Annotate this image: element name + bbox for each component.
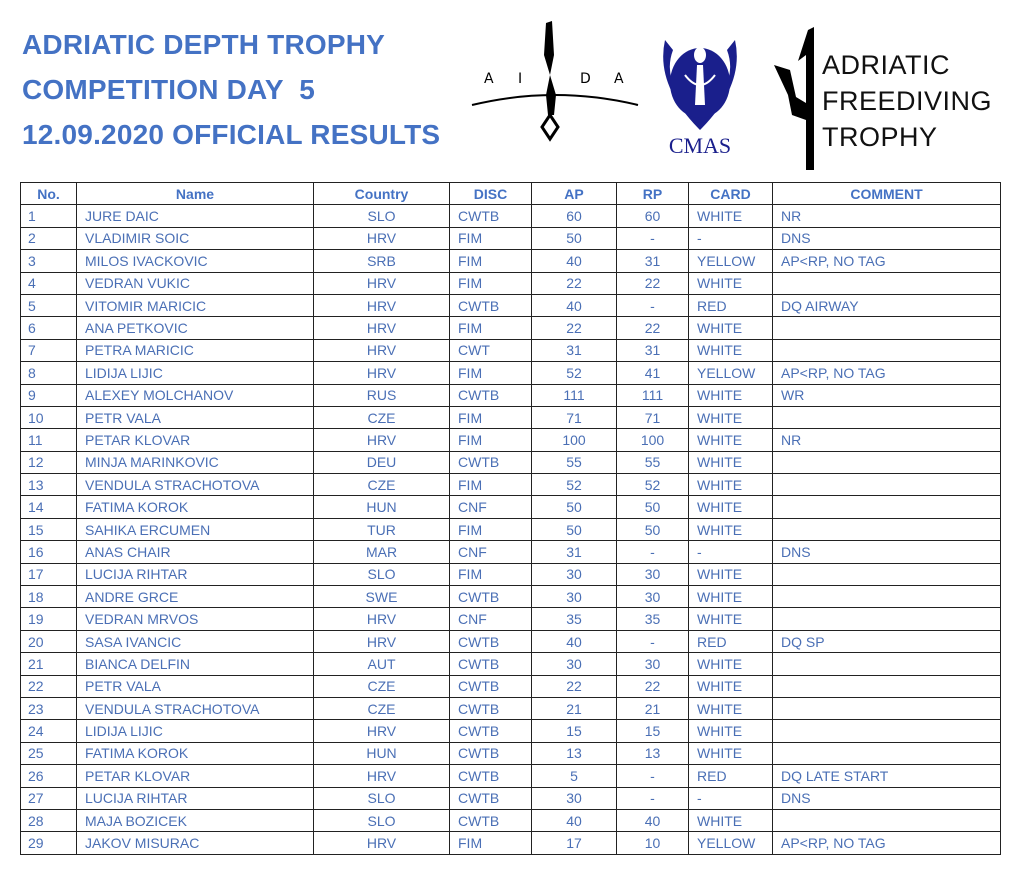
cell-card: WHITE [689,697,773,719]
cell-card: WHITE [689,317,773,339]
cell-disc: CWTB [450,697,532,719]
cell-no: 14 [21,496,77,518]
table-row [21,227,1001,249]
aft-line-freediving: FREEDIVING [822,86,993,116]
cell-rp: 52 [617,474,689,496]
cell-country: HUN [314,742,450,764]
cell-ap: 22 [532,675,617,697]
cell-card: WHITE [689,406,773,428]
cell-comment: DNS [773,541,1001,563]
cell-no: 29 [21,832,77,854]
cell-disc: CWTB [450,384,532,406]
cell-rp: 30 [617,563,689,585]
cell-name: VENDULA STRACHOTOVA [77,697,314,719]
cell-rp: 35 [617,608,689,630]
table-row [21,653,1001,675]
table-row [21,675,1001,697]
cell-ap: 52 [532,362,617,384]
cell-ap: 40 [532,250,617,272]
cell-comment [773,809,1001,831]
cell-rp: 50 [617,518,689,540]
cell-ap: 30 [532,563,617,585]
cell-country: HRV [314,765,450,787]
aft-line-adriatic: ADRIATIC [822,50,951,80]
cell-disc: FIM [450,832,532,854]
cell-country: SLO [314,787,450,809]
cell-ap: 55 [532,451,617,473]
table-row [21,339,1001,361]
title-line-date: 12.09.2020 OFFICIAL RESULTS [22,119,441,150]
cell-name: VLADIMIR SOIC [77,227,314,249]
cell-no: 27 [21,787,77,809]
cell-country: AUT [314,653,450,675]
cell-name: PETAR KLOVAR [77,765,314,787]
cell-name: ALEXEY MOLCHANOV [77,384,314,406]
table-row [21,429,1001,451]
cell-ap: 17 [532,832,617,854]
cell-disc: CNF [450,541,532,563]
cell-no: 8 [21,362,77,384]
cell-country: CZE [314,697,450,719]
cell-card: WHITE [689,563,773,585]
cell-rp: - [617,294,689,316]
cell-card: - [689,227,773,249]
table-row [21,384,1001,406]
cell-card: WHITE [689,451,773,473]
cell-name: VEDRAN MRVOS [77,608,314,630]
cell-ap: 71 [532,406,617,428]
adriatic-freediving-trophy-logo [770,25,1024,170]
cell-country: SWE [314,586,450,608]
cell-disc: CWTB [450,451,532,473]
cell-comment [773,563,1001,585]
cell-country: SLO [314,809,450,831]
cell-name: ANDRE GRCE [77,586,314,608]
cell-card: WHITE [689,429,773,451]
cell-ap: 100 [532,429,617,451]
cell-no: 3 [21,250,77,272]
cell-country: CZE [314,474,450,496]
cell-ap: 60 [532,205,617,227]
cell-name: MILOS IVACKOVIC [77,250,314,272]
cell-comment [773,272,1001,294]
table-row [21,205,1001,227]
cell-disc: FIM [450,563,532,585]
cell-ap: 22 [532,317,617,339]
cell-comment [773,406,1001,428]
cell-disc: FIM [450,406,532,428]
aida-letter-i: I [518,71,523,87]
cell-rp: 22 [617,317,689,339]
cell-comment [773,586,1001,608]
table-row [21,586,1001,608]
cell-comment: DQ AIRWAY [773,294,1001,316]
cell-rp: - [617,227,689,249]
cell-comment [773,653,1001,675]
cell-comment [773,675,1001,697]
cell-disc: CWTB [450,765,532,787]
cell-disc: CWTB [450,653,532,675]
cell-comment [773,742,1001,764]
cell-disc: CWTB [450,205,532,227]
cell-comment [773,317,1001,339]
cell-comment: DQ LATE START [773,765,1001,787]
cell-comment: DNS [773,787,1001,809]
cell-ap: 22 [532,272,617,294]
cell-rp: 22 [617,675,689,697]
cell-name: JAKOV MISURAC [77,832,314,854]
table-row [21,832,1001,854]
cell-comment [773,451,1001,473]
cell-name: MAJA BOZICEK [77,809,314,831]
cell-no: 19 [21,608,77,630]
cell-disc: CWTB [450,675,532,697]
cell-name: JURE DAIC [77,205,314,227]
cell-country: HRV [314,630,450,652]
cell-disc: CWTB [450,294,532,316]
table-row [21,787,1001,809]
cell-rp: 100 [617,429,689,451]
cell-comment: DQ SP [773,630,1001,652]
cell-no: 10 [21,406,77,428]
cell-rp: 21 [617,697,689,719]
aft-line-trophy: TROPHY [822,122,938,152]
cell-card: WHITE [689,205,773,227]
cell-rp: 15 [617,720,689,742]
cell-rp: 50 [617,496,689,518]
cell-no: 9 [21,384,77,406]
cell-no: 22 [21,675,77,697]
cell-card: WHITE [689,496,773,518]
table-row [21,406,1001,428]
cell-name: PETR VALA [77,406,314,428]
cell-disc: CWTB [450,586,532,608]
cell-comment: AP<RP, NO TAG [773,832,1001,854]
trident-logo-icon [770,25,820,170]
cell-no: 18 [21,586,77,608]
cell-no: 20 [21,630,77,652]
cell-ap: 40 [532,630,617,652]
cell-comment [773,496,1001,518]
cell-disc: FIM [450,227,532,249]
cell-card: WHITE [689,339,773,361]
cell-country: RUS [314,384,450,406]
cell-name: FATIMA KOROK [77,496,314,518]
cell-country: SLO [314,205,450,227]
cell-comment: DNS [773,227,1001,249]
page-title [22,22,440,157]
cell-comment: AP<RP, NO TAG [773,250,1001,272]
cell-disc: CNF [450,608,532,630]
table-header-row [21,183,1001,205]
cell-rp: 41 [617,362,689,384]
table-row [21,630,1001,652]
cell-name: VEDRAN VUKIC [77,272,314,294]
cell-rp: 30 [617,586,689,608]
cell-no: 7 [21,339,77,361]
sponsor-logos [470,10,1024,160]
cell-disc: CWTB [450,787,532,809]
results-table [20,182,1001,855]
table-row [21,272,1001,294]
cell-no: 15 [21,518,77,540]
cell-no: 21 [21,653,77,675]
header-card: CARD [689,183,773,205]
cell-ap: 21 [532,697,617,719]
cell-no: 2 [21,227,77,249]
aida-letter-a2: A [614,71,624,87]
cell-country: HRV [314,608,450,630]
cell-ap: 30 [532,653,617,675]
cell-comment: NR [773,205,1001,227]
cell-disc: CWTB [450,720,532,742]
table-row [21,765,1001,787]
table-row [21,809,1001,831]
cell-card: WHITE [689,518,773,540]
cell-rp: 13 [617,742,689,764]
cell-country: HRV [314,294,450,316]
cell-country: HRV [314,429,450,451]
cell-no: 24 [21,720,77,742]
cell-ap: 30 [532,586,617,608]
table-row [21,474,1001,496]
cell-no: 11 [21,429,77,451]
cell-no: 5 [21,294,77,316]
cell-comment [773,518,1001,540]
cell-no: 12 [21,451,77,473]
cell-name: PETRA MARICIC [77,339,314,361]
table-row [21,541,1001,563]
cell-ap: 31 [532,339,617,361]
table-row [21,563,1001,585]
cell-ap: 35 [532,608,617,630]
cell-name: PETR VALA [77,675,314,697]
cell-name: ANAS CHAIR [77,541,314,563]
cell-comment: WR [773,384,1001,406]
cell-no: 25 [21,742,77,764]
cell-country: HRV [314,832,450,854]
cell-name: LIDIJA LIJIC [77,720,314,742]
cell-name: SASA IVANCIC [77,630,314,652]
cell-card: WHITE [689,742,773,764]
header-disc: DISC [450,183,532,205]
table-row [21,742,1001,764]
cell-name: LIDIJA LIJIC [77,362,314,384]
title-line-day: COMPETITION DAY 5 [22,74,315,105]
cell-country: HRV [314,227,450,249]
table-row [21,496,1001,518]
table-row [21,697,1001,719]
cell-rp: - [617,765,689,787]
cell-ap: 13 [532,742,617,764]
cell-card: RED [689,765,773,787]
cell-rp: - [617,541,689,563]
cell-rp: 31 [617,339,689,361]
cell-ap: 15 [532,720,617,742]
cell-country: SRB [314,250,450,272]
cell-country: MAR [314,541,450,563]
table-row [21,608,1001,630]
cell-card: YELLOW [689,250,773,272]
cell-no: 4 [21,272,77,294]
cell-rp: 111 [617,384,689,406]
cell-disc: CWTB [450,809,532,831]
header-name: Name [77,183,314,205]
cell-rp: 31 [617,250,689,272]
cell-disc: CWTB [450,630,532,652]
cell-name: LUCIJA RIHTAR [77,787,314,809]
cell-country: HRV [314,362,450,384]
cell-disc: FIM [450,272,532,294]
table-row [21,294,1001,316]
cell-card: WHITE [689,608,773,630]
cell-ap: 50 [532,227,617,249]
cell-country: DEU [314,451,450,473]
cmas-mermaid-logo-icon [655,25,745,160]
cell-disc: FIM [450,518,532,540]
cell-name: FATIMA KOROK [77,742,314,764]
cell-card: WHITE [689,384,773,406]
cell-ap: 40 [532,809,617,831]
cell-no: 23 [21,697,77,719]
cell-no: 28 [21,809,77,831]
table-row [21,250,1001,272]
cell-comment: NR [773,429,1001,451]
cell-card: RED [689,630,773,652]
cell-comment [773,474,1001,496]
aida-letter-a1: A [484,71,494,87]
table-row [21,518,1001,540]
cell-comment [773,697,1001,719]
cell-ap: 52 [532,474,617,496]
cell-name: SAHIKA ERCUMEN [77,518,314,540]
cell-disc: CWT [450,339,532,361]
cell-name: ANA PETKOVIC [77,317,314,339]
cell-no: 17 [21,563,77,585]
cell-rp: - [617,630,689,652]
cell-card: - [689,541,773,563]
cell-country: CZE [314,406,450,428]
cell-name: VITOMIR MARICIC [77,294,314,316]
cell-rp: 22 [617,272,689,294]
cell-no: 13 [21,474,77,496]
table-row [21,720,1001,742]
cell-card: WHITE [689,720,773,742]
cell-country: HRV [314,272,450,294]
table-row [21,362,1001,384]
cell-country: CZE [314,675,450,697]
cell-disc: CWTB [450,742,532,764]
header-no: No. [21,183,77,205]
cell-card: WHITE [689,474,773,496]
header-rp: RP [617,183,689,205]
cell-disc: FIM [450,474,532,496]
header-comment: COMMENT [773,183,1001,205]
cell-comment [773,608,1001,630]
cell-country: HRV [314,339,450,361]
cell-rp: - [617,787,689,809]
cell-card: YELLOW [689,832,773,854]
header-country: Country [314,183,450,205]
cell-card: WHITE [689,586,773,608]
cell-ap: 5 [532,765,617,787]
title-line-competition: ADRIATIC DEPTH TROPHY [22,29,386,60]
cell-disc: FIM [450,429,532,451]
cell-card: - [689,787,773,809]
cell-ap: 111 [532,384,617,406]
cell-disc: CNF [450,496,532,518]
cell-no: 26 [21,765,77,787]
cell-country: SLO [314,563,450,585]
cell-card: WHITE [689,809,773,831]
cell-rp: 40 [617,809,689,831]
cell-country: HRV [314,317,450,339]
cell-ap: 50 [532,518,617,540]
aida-diver-logo-icon [470,15,640,145]
cell-name: BIANCA DELFIN [77,653,314,675]
cell-card: WHITE [689,675,773,697]
cell-ap: 50 [532,496,617,518]
cell-rp: 55 [617,451,689,473]
cell-name: MINJA MARINKOVIC [77,451,314,473]
cell-no: 16 [21,541,77,563]
cell-disc: FIM [450,250,532,272]
cell-rp: 30 [617,653,689,675]
cell-country: HUN [314,496,450,518]
cell-card: WHITE [689,272,773,294]
cell-card: RED [689,294,773,316]
cell-comment [773,720,1001,742]
cell-disc: FIM [450,362,532,384]
cell-country: HRV [314,720,450,742]
aida-letter-d: D [580,71,591,87]
cell-ap: 30 [532,787,617,809]
cell-comment [773,339,1001,361]
cell-ap: 40 [532,294,617,316]
cell-card: WHITE [689,653,773,675]
cell-no: 6 [21,317,77,339]
cell-name: LUCIJA RIHTAR [77,563,314,585]
cell-rp: 71 [617,406,689,428]
cell-comment: AP<RP, NO TAG [773,362,1001,384]
cell-card: YELLOW [689,362,773,384]
cell-country: TUR [314,518,450,540]
cell-rp: 60 [617,205,689,227]
cell-rp: 10 [617,832,689,854]
cell-ap: 31 [532,541,617,563]
header-ap: AP [532,183,617,205]
cell-no: 1 [21,205,77,227]
cell-name: VENDULA STRACHOTOVA [77,474,314,496]
table-row [21,451,1001,473]
table-row [21,317,1001,339]
cell-name: PETAR KLOVAR [77,429,314,451]
cmas-label: CMAS [668,133,732,158]
cell-disc: FIM [450,317,532,339]
